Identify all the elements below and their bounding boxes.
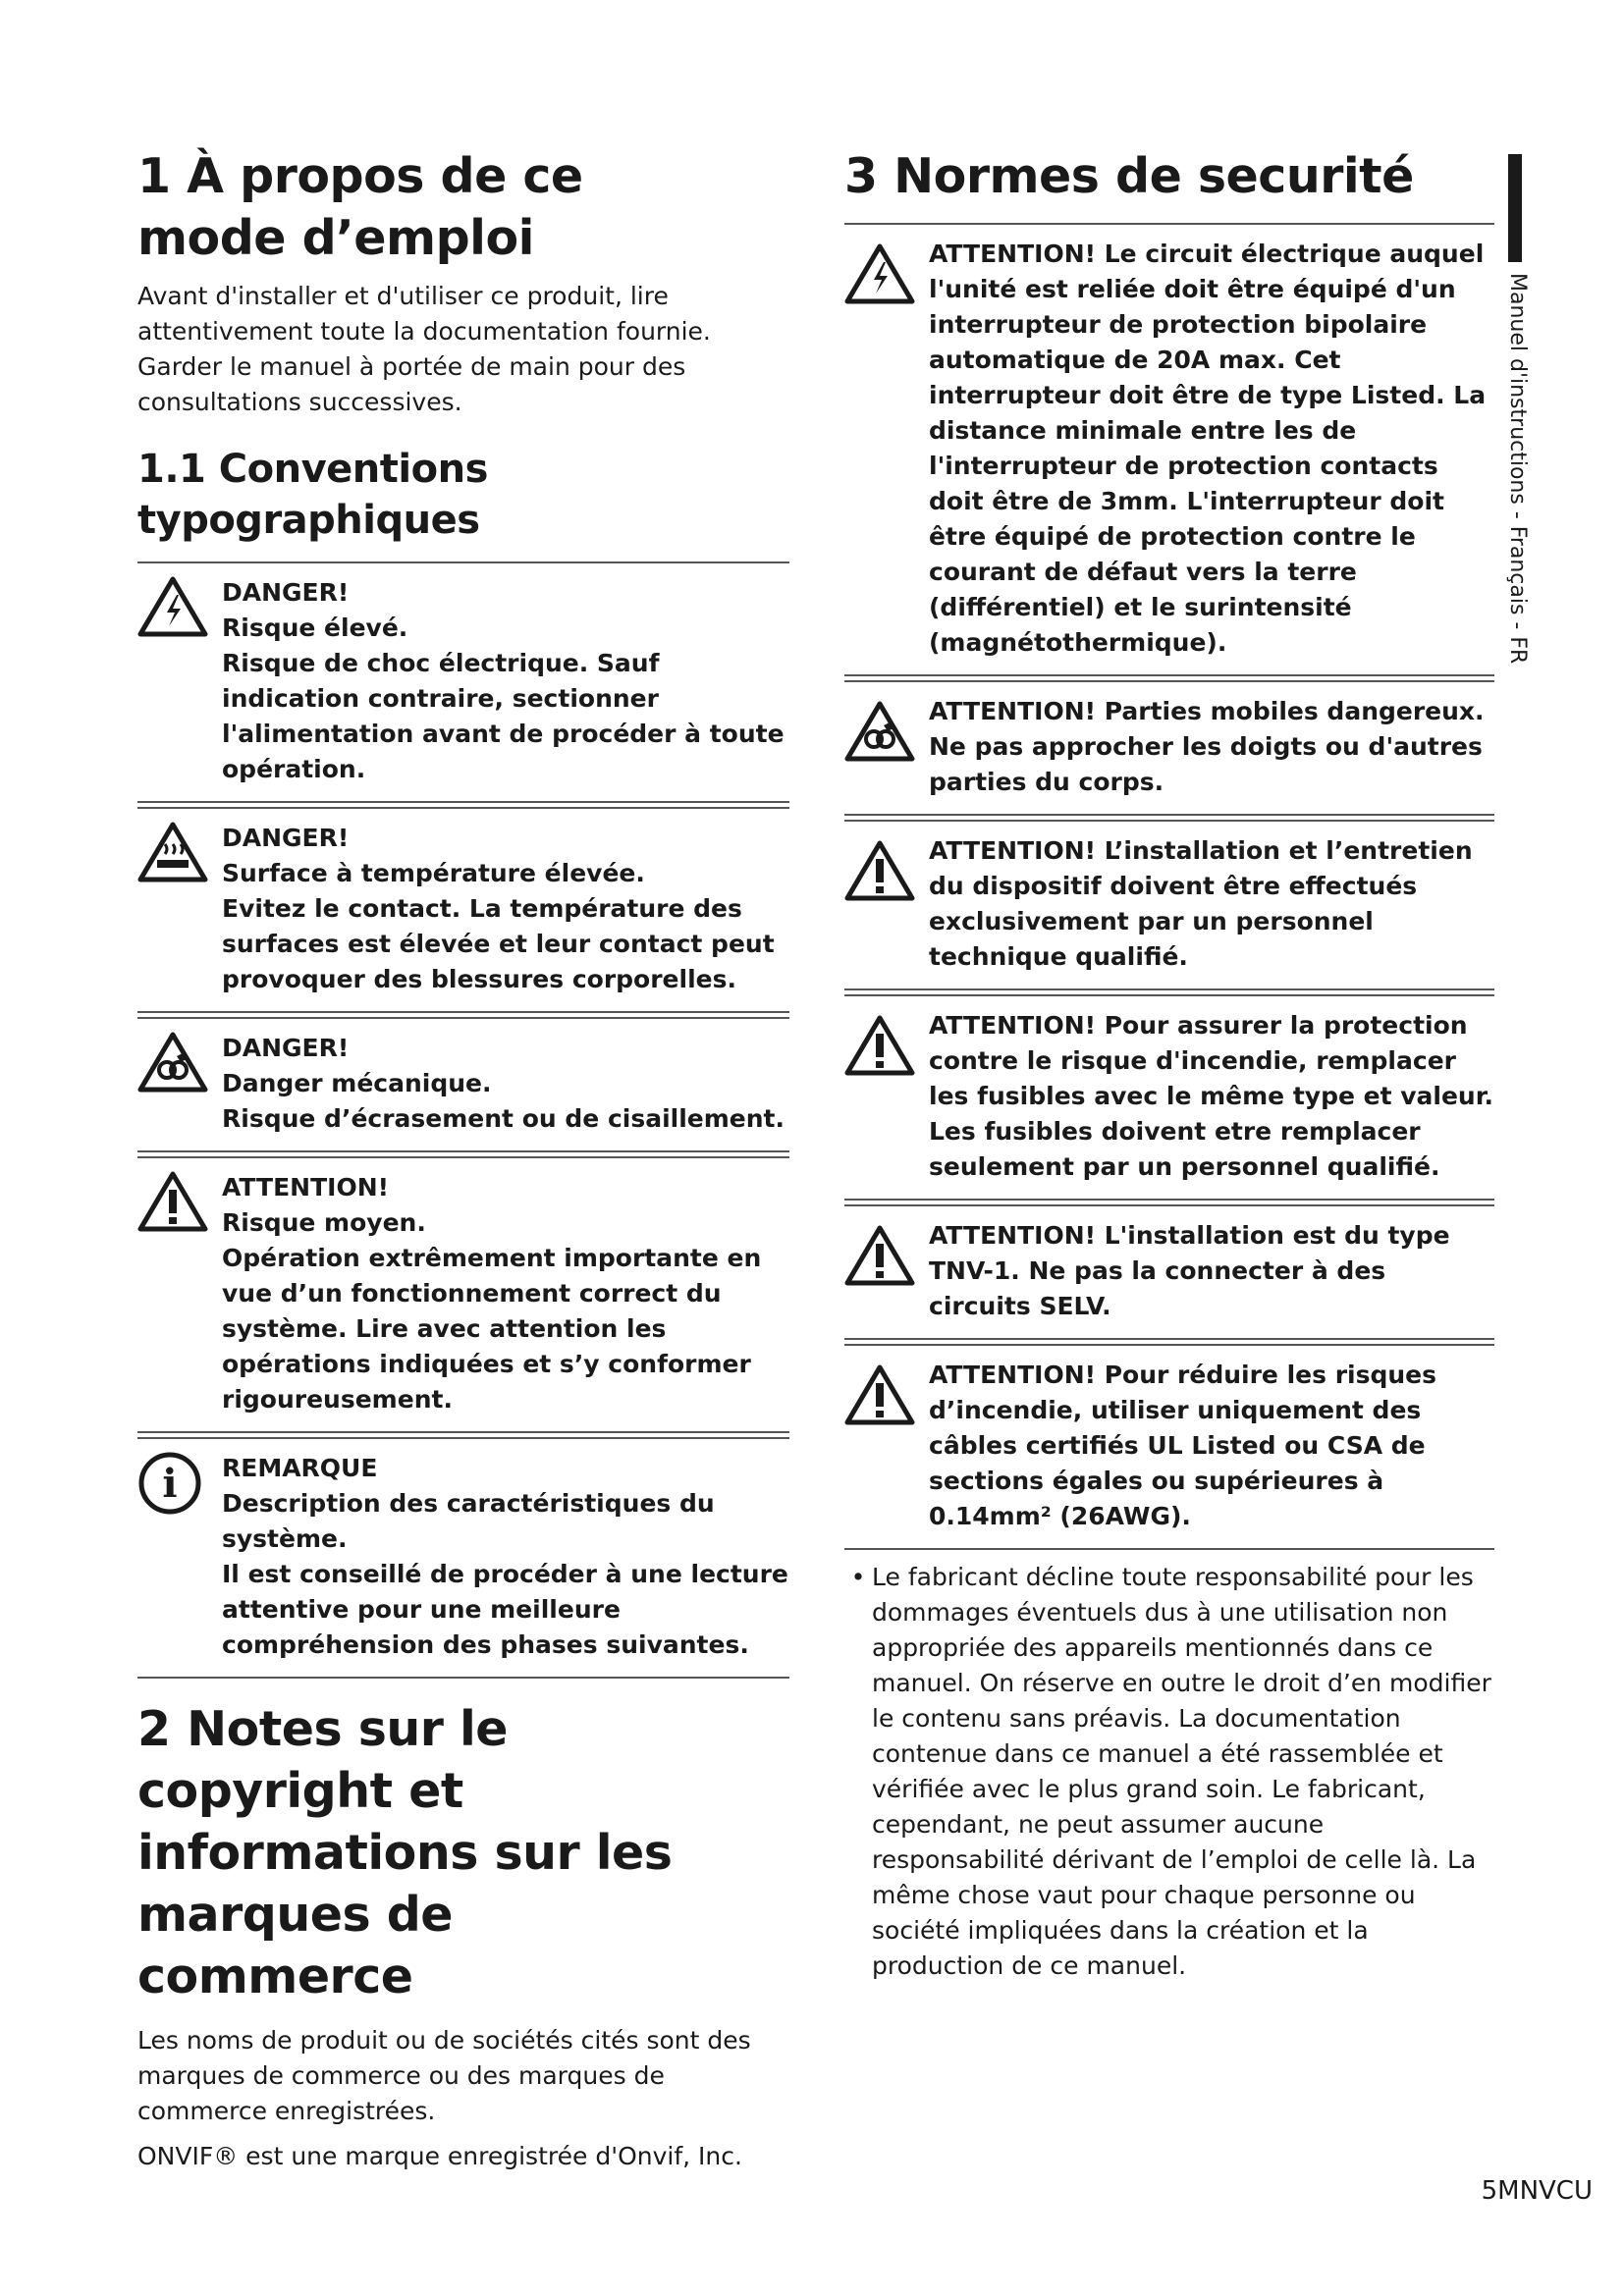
divider: [844, 1338, 1494, 1340]
note-label: DANGER!: [222, 1034, 350, 1062]
note-subtitle: Danger mécanique.: [222, 1069, 492, 1097]
danger-note-hot-surface: [137, 809, 789, 1011]
danger-note-mechanical: [137, 1019, 789, 1150]
section-3-title: 3 Normes de securité: [844, 148, 1414, 204]
attention-note: [137, 1158, 789, 1431]
note-description: Evitez le contact. La température des surfaces est élevée et leur contact peut provoquer des blessures corporelles.: [222, 894, 775, 993]
svg-text:i: i: [162, 1461, 178, 1507]
safety-warning-moving-parts: [844, 682, 1494, 814]
note-description: Il est conseillé de procéder à une lecture attentive pour une meilleure compréhension des phases suivantes.: [222, 1560, 788, 1659]
section-1-title: 1 À propos de ce mode d’emploi: [137, 148, 583, 266]
warning-text: ATTENTION! L'installation est du type TNV-1. Ne pas la connecter à des circuits SELV.: [929, 1221, 1450, 1320]
sidebar-marker: [1508, 154, 1522, 262]
disclaimer-text: Le fabricant décline toute responsabilité pour les dommages éventuels dus à une utilisation non appropriée des appareils mentionnés dans ce manuel. On réserve en outre le droit d’en modifier le contenu sans préavis. La documentation contenue dans ce manuel a été rassemblée et vérifiée avec le plus grand soin. Le fabricant, cependant, ne peut assumer aucune responsabilité dérivant de l’emploi de celle là. La même chose vaut pour chaque personne ou société impliquées dans la création et la production de ce manuel.: [872, 1563, 1491, 1980]
electric-hazard-icon: [844, 237, 929, 661]
right-column: [844, 145, 1494, 1984]
warning-text: ATTENTION! Le circuit électrique auquel l'unité est reliée doit être équipé d'un interrupteur de protection bipolaire automatique de 20A max. Cet interrupteur doit être de type Listed. La distance minimale entre les de l'interrupteur de protection contacts doit être de 3mm. L'interrupteur doit être équipé de protection contre le courant de défaut vers la terre (différentiel) et le surintensité (magnétothermique).: [929, 240, 1487, 657]
note-label: DANGER!: [222, 578, 350, 607]
mechanical-hazard-icon: [844, 694, 929, 800]
divider: [844, 1548, 1494, 1550]
divider: [844, 674, 1494, 676]
info-icon: [137, 1451, 222, 1663]
divider: [844, 814, 1494, 816]
note-subtitle: Risque élevé.: [222, 614, 408, 642]
divider: [137, 1011, 789, 1013]
safety-warning-cables: [844, 1346, 1494, 1548]
note-description: Risque de choc électrique. Sauf indication contraire, sectionner l'alimentation avant de procéder à toute opération.: [222, 649, 785, 783]
section-2-title: 2 Notes sur le copyright et informations sur les marques de commerce: [137, 1701, 673, 2004]
section-2-onvif-note: ONVIF® est une marque enregistrée d'Onvif, Inc.: [137, 2142, 742, 2170]
divider: [844, 1199, 1494, 1201]
section-1-intro: Avant d'installer et d'utiliser ce produit, lire attentivement toute la documentation fournie. Garder le manuel à portée de main pour des consultations successives.: [137, 282, 711, 416]
safety-warning-tnv: [844, 1206, 1494, 1338]
warning-text: ATTENTION! Pour réduire les risques d’incendie, utiliser uniquement des câbles certifiés UL Listed ou CSA de sections égales ou supérieures à 0.14mm² (26AWG).: [929, 1361, 1437, 1530]
warning-icon: [844, 1008, 929, 1185]
note-label: ATTENTION!: [222, 1173, 390, 1201]
warning-icon: [844, 833, 929, 975]
hot-surface-icon: [137, 821, 222, 997]
note-label: REMARQUE: [222, 1454, 378, 1482]
note-subtitle: Surface à température élevée.: [222, 859, 645, 887]
divider: [844, 988, 1494, 990]
warning-text: ATTENTION! Pour assurer la protection contre le risque d'incendie, remplacer les fusibles avec le même type et valeur. Les fusibles doivent etre remplacer seulement par un personnel qualifié.: [929, 1011, 1493, 1181]
divider: [137, 1677, 789, 1679]
electric-hazard-icon: [137, 575, 222, 787]
remark-note: [137, 1439, 789, 1677]
divider: [137, 1150, 789, 1152]
warning-text: ATTENTION! Parties mobiles dangereux. Ne pas approcher les doigts ou d'autres parties du corps.: [929, 697, 1485, 796]
document-code: 5MNVCU: [1481, 2176, 1593, 2206]
safety-warning-electrical: [844, 225, 1494, 674]
safety-warning-installation: [844, 822, 1494, 988]
warning-icon: [844, 1358, 929, 1534]
section-2-paragraph: Les noms de produit ou de sociétés cités sont des marques de commerce ou des marques de commerce enregistrées.: [137, 2026, 751, 2125]
note-label: DANGER!: [222, 824, 350, 852]
danger-note-electric: [137, 563, 789, 801]
divider: [137, 1431, 789, 1433]
note-description: Risque d’écrasement ou de cisaillement.: [222, 1104, 785, 1133]
warning-icon: [137, 1170, 222, 1417]
note-subtitle: Risque moyen.: [222, 1208, 426, 1237]
warning-icon: [844, 1218, 929, 1324]
note-subtitle: Description des caractéristiques du système.: [222, 1489, 715, 1553]
mechanical-hazard-icon: [137, 1031, 222, 1137]
bullet-symbol: •: [850, 1563, 866, 1591]
safety-warning-fuses: [844, 996, 1494, 1199]
disclaimer-bullet: [844, 1560, 1494, 1984]
sidebar-label: Manuel d'instructions - Français - FR: [1505, 273, 1530, 665]
note-description: Opération extrêmement importante en vue d’un fonctionnement correct du système. Lire avec attention les opérations indiquées et s’y conformer rigoureusement.: [222, 1244, 762, 1414]
section-1-1-title: 1.1 Conventions typographiques: [137, 447, 488, 543]
left-column: [137, 145, 789, 2174]
warning-text: ATTENTION! L’installation et l’entretien du dispositif doivent être effectués exclusivement par un personnel technique qualifié.: [929, 836, 1473, 971]
divider: [137, 801, 789, 803]
